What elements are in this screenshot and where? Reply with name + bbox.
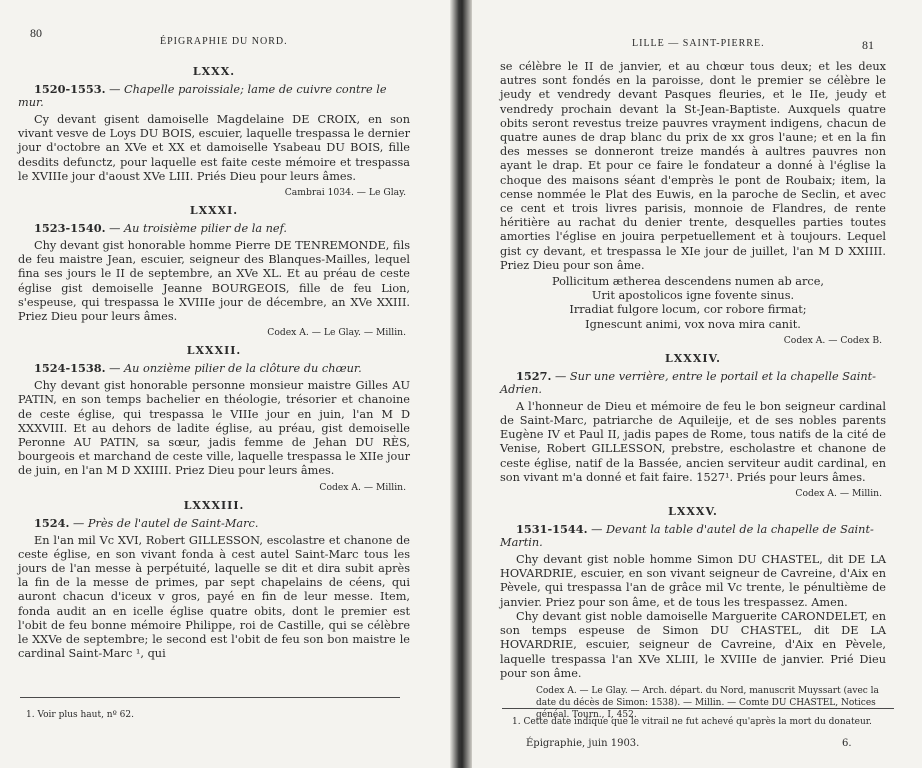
entry-location: — Au onzième pilier de la clôture du chœur. [109, 362, 362, 376]
entry-location: — Sur une verrière, entre le portail et la chapelle Saint-Adrien. [500, 369, 876, 396]
inscription-text: En l'an mil Vc XVI, Robert GILLESSON, escolastre et chanone de ceste église, en son vivant fonda à cest autel Saint-Marc tous les jours de l'an messe à perpétuité, laquelle se dit et dira subit après la fin de la messe de primes, par sept chapelains de céens, qui auront chacun d'iceux v gros, payé en fin de leur messe. Item, fonda audit an en icelle église quatre obits, dont le premier est l'obit de feu bonne mémoire Philippe, roi de Castille, qui se célèbre le XXVe de septembre; le second est l'obit de feu son bon maistre le cardinal Saint-Marc ¹, qui [18, 533, 410, 661]
entry-date: 1520-1553. [34, 82, 106, 96]
running-title: ÉPIGRAPHIE DU NORD. [160, 36, 288, 47]
inscription-text: Chy devant gist honorable homme Pierre DE TENREMONDE, fils de feu maistre Jean, escuier, seigneur des Blanques-Mailles, lequel fina ses jours le II de septembre, an XVe XL. Et au préau de ceste église gist demoiselle Jeanne BOURGEOIS, fille de feu Lion, s'espeuse, qui trespassa le XVIIIe jour de décembre, an XVe XXIII. Priez Dieu pour leurs âmes. [18, 239, 410, 324]
entry-heading [500, 522, 886, 549]
entry-heading [18, 82, 410, 109]
entry-source: Cambrai 1034. — Le Glay. [284, 187, 406, 199]
printer-signature: Épigraphie, juin 1903. [526, 738, 640, 749]
entry-number: LXXX. [192, 65, 236, 78]
entry-location: — Chapelle paroissiale; lame de cuivre contre le mur. [18, 83, 387, 109]
entry-number: LXXXIV. [665, 351, 721, 365]
inscription-text: A l'honneur de Dieu et mémoire de feu le bon seigneur cardinal de Saint-Marc, patriarche de Aquileije, et de ses nobles parents Eugène IV et Paul II, jadis papes de Rome, tous natifs de la cité de Venise, Robert GILLESSON, prebstre, escholastre et chanone de ceste église, natif de la Bassée, ancien serviteur audit cardinal, en son vivant m'a donné et fait faire. 1527¹. Priés pour leurs âmes. [500, 399, 886, 484]
entry-location: — Près de l'autel de Saint-Marc. [72, 516, 259, 530]
entry-heading [18, 516, 410, 530]
entry-date: 1524-1538. [34, 361, 106, 376]
inscription-text: Chy devant gist noble damoiselle Marguerite CARONDELET, en son temps espeuse de Simon DU CHASTEL, dit DE LA HOVARDRIE, escuier, seigneur de Cavreine, d'Aix en Pèvele, laquelle trespassa l'an XVe XLIII, le XVIIIe de janvier. Prié Dieu pour son âme. [500, 609, 886, 680]
entry-number: LXXXV. [668, 505, 718, 519]
entry-date: 1531-1544. [516, 522, 588, 537]
entry-heading [18, 221, 410, 235]
entry-source: Codex A. — Le Glay. — Arch. départ. du Nord, manuscrit Muyssart (avec la date du décès de Simon: 1538). — Millin. — Comte DU CHASTEL, Notices généal. Tourn., I, 452. [536, 685, 879, 720]
right-page [472, 0, 922, 768]
entry-source: Codex A. — Millin. [319, 481, 406, 493]
verse-line: Urit apostolicos igne fovente sinus. [591, 289, 795, 303]
inscription-text: Chy devant gist noble homme Simon DU CHASTEL, dit DE LA HOVARDRIE, escuier, en son vivant seigneur de Cavreine, d'Aix en Pèvele, qui trespassa l'an de grâce mil Vc trente, le pénultième de janvier. Priez pour son âme, et de tous les trespassez. Amen. [500, 553, 886, 609]
entry-lxxxii [18, 344, 410, 492]
page-number: 80 [30, 26, 42, 40]
verse-line: Pollicitum ætherea descendens numen ab arce, [551, 275, 825, 289]
right-content [500, 60, 886, 727]
entry-number: LXXXIII. [183, 498, 245, 512]
entry-source: Codex A. — Millin. [795, 488, 882, 500]
entry-location: — Au troisième pilier de la nef. [109, 222, 287, 236]
entry-lxxxv [500, 505, 886, 721]
running-title: LILLE — SAINT-PIERRE. [632, 38, 765, 49]
entry-heading [500, 369, 886, 396]
left-content [18, 62, 410, 661]
inscription-text: Chy devant gist honorable personne monsieur maistre Gilles AU PATIN, en son temps bachelier en théologie, trésorier et chanoine de ceste église, qui trespassa le VIIIe jour en juin, l'an M D XXXVIII. Et au dehors de ladite église, au préau, gist demoiselle Peronne AU PATIN, sa sœur, jadis femme de Jehan DU RÈS, bourgeois et marchand de ceste ville, laquelle trespassa le XIIe jour de juin, en l'an M D XXIIII. Priez Dieu pour leurs âmes. [18, 379, 410, 478]
entry-source: Codex A. — Le Glay. — Millin. [267, 327, 406, 339]
entry-date: 1523-1540. [34, 221, 106, 236]
continuation-text: se célèbre le II de janvier, et au chœur tous deux; et les deux autres sont fondés en la paroisse, dont le premier se célèbre le jeudy et vendredy devant Pasques fleuries, et le IIe, jeudy et vendredy prochain devant la St-Jean-Baptiste. Auxquels quatre obits seront revestus treize pauvres vrayment indigens, chacun de quatre aunes de drap blanc du prix de xx gros l'aune; et en la fin des messes se donneront treize mandés à aultres pauvres non ayant le drap. Et pour ce faire le fondateur a donné à l'église la choque des maisons séant d'emprès le pont de Roubaix; item, la cense nommée le Plat des Euwis, en la paroche de Seclin, et avec ce cent et trois livres parisis, monnoie de Flandres, de rente héritière au rachat du denier trente, desquelles parties toutes amorties l'église en jouira perpetuellement et à toujours. Lequel gist cy devant, et trespassa le XIe jour de juillet, l'an M D XXIIII. Priez Dieu pour son âme. [500, 60, 886, 272]
book-gutter [450, 0, 472, 768]
entry-lxxxiii [18, 499, 410, 662]
footnote-rule [502, 708, 894, 709]
entry-lxxx [18, 65, 410, 198]
entry-location: — Devant la table d'autel de la chapelle de Saint-Martin. [500, 523, 874, 550]
page-number: 81 [862, 38, 874, 52]
latin-verse [500, 275, 886, 332]
verse-line: Ignescunt animi, vox nova mira canit. [585, 317, 801, 331]
footnote-rule [20, 697, 400, 698]
signature-number: 6. [842, 738, 852, 749]
entry-heading [18, 361, 410, 375]
entry-lxxxi [18, 204, 410, 338]
footnote: 1. Cette date indique que le vitrail ne fut achevé qu'après la mort du donateur. [512, 717, 872, 727]
entry-date: 1524. [34, 515, 70, 530]
entry-number: LXXXI. [189, 204, 239, 218]
entry-date: 1527. [516, 368, 552, 383]
inscription-text: Cy devant gisent damoiselle Magdelaine DE CROIX, en son vivant vesve de Loys DU BOIS, escuier, laquelle trespassa le dernier jour d'octobre an XVe et XX et damoiselle Ysabeau DU BOIS, fille desdits defunctz, pour laquelle est faite ceste mémoire et trespassa le XVIIIe jour d'aoust XVe LIII. Priés Dieu pour leurs âmes. [18, 113, 410, 183]
entry-lxxxiv [500, 352, 886, 499]
entry-source: Codex A. — Codex B. [783, 334, 882, 346]
left-page [0, 0, 450, 768]
footnote: 1. Voir plus haut, nº 62. [26, 710, 134, 720]
entry-number: LXXXII. [186, 344, 242, 358]
verse-line: Irradiat fulgore locum, cor robore firmat; [569, 303, 807, 317]
